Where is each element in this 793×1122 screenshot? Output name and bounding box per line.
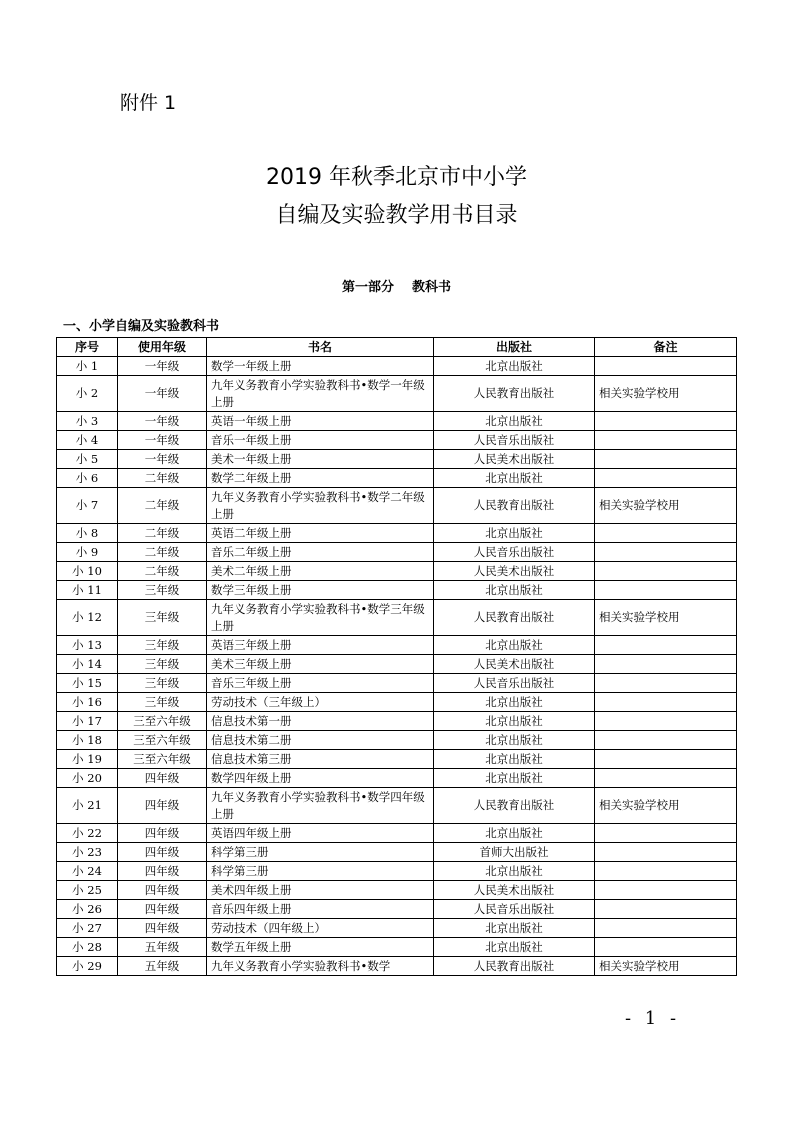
row-book-title: 美术四年级上册: [207, 881, 434, 900]
table-row: [57, 750, 737, 769]
row-publisher: 北京出版社: [434, 357, 595, 376]
row-number: 小 1: [57, 357, 118, 376]
table-row: [57, 900, 737, 919]
header-book: 书名: [207, 338, 434, 357]
row-grade: 四年级: [118, 900, 207, 919]
row-grade: 二年级: [118, 543, 207, 562]
row-note: [595, 938, 737, 957]
table-row: [57, 655, 737, 674]
row-number: 小 17: [57, 712, 118, 731]
table-row: [57, 581, 737, 600]
row-number: 小 11: [57, 581, 118, 600]
row-book-title: 科学第三册: [207, 843, 434, 862]
row-number: 小 3: [57, 412, 118, 431]
row-note: [595, 693, 737, 712]
row-publisher: 北京出版社: [434, 412, 595, 431]
row-book-title: 音乐四年级上册: [207, 900, 434, 919]
row-note: [595, 881, 737, 900]
row-number: 小 14: [57, 655, 118, 674]
row-publisher: 人民教育出版社: [434, 957, 595, 976]
row-book-title: 科学第三册: [207, 862, 434, 881]
row-grade: 三年级: [118, 693, 207, 712]
row-book-title: 美术一年级上册: [207, 450, 434, 469]
row-grade: 三年级: [118, 600, 207, 636]
table-row: [57, 488, 737, 524]
table-row: [57, 524, 737, 543]
row-publisher: 人民音乐出版社: [434, 674, 595, 693]
row-publisher: 人民音乐出版社: [434, 900, 595, 919]
row-grade: 一年级: [118, 376, 207, 412]
header-publisher: 出版社: [434, 338, 595, 357]
table-row: [57, 731, 737, 750]
row-book-title: 美术三年级上册: [207, 655, 434, 674]
row-note: [595, 450, 737, 469]
header-no: 序号: [57, 338, 118, 357]
document-title-line-1: 2019 年秋季北京市中小学: [266, 165, 527, 190]
table-row: [57, 881, 737, 900]
row-book-title: 数学三年级上册: [207, 581, 434, 600]
row-number: 小 29: [57, 957, 118, 976]
row-number: 小 4: [57, 431, 118, 450]
page-number: - 1 -: [625, 1008, 681, 1029]
row-note: [595, 655, 737, 674]
row-number: 小 12: [57, 600, 118, 636]
table-row: [57, 450, 737, 469]
table-row: [57, 431, 737, 450]
row-grade: 三至六年级: [118, 712, 207, 731]
table-row: [57, 693, 737, 712]
row-number: 小 18: [57, 731, 118, 750]
row-book-title: 信息技术第一册: [207, 712, 434, 731]
row-publisher: 人民美术出版社: [434, 655, 595, 674]
row-publisher: 北京出版社: [434, 862, 595, 881]
row-grade: 四年级: [118, 862, 207, 881]
row-grade: 三年级: [118, 581, 207, 600]
row-book-title: 英语四年级上册: [207, 824, 434, 843]
table-row: [57, 843, 737, 862]
table-row: [57, 919, 737, 938]
header-grade: 使用年级: [118, 338, 207, 357]
row-note: [595, 843, 737, 862]
row-publisher: 首师大出版社: [434, 843, 595, 862]
row-grade: 五年级: [118, 938, 207, 957]
section-title: 一、小学自编及实验教科书: [63, 319, 220, 334]
row-book-title: 劳动技术（三年级上）: [207, 693, 434, 712]
table-row: [57, 674, 737, 693]
row-number: 小 22: [57, 824, 118, 843]
row-publisher: 人民教育出版社: [434, 488, 595, 524]
row-book-title: 英语二年级上册: [207, 524, 434, 543]
row-note: [595, 862, 737, 881]
row-note: [595, 769, 737, 788]
row-book-title: 美术二年级上册: [207, 562, 434, 581]
row-book-title: 音乐二年级上册: [207, 543, 434, 562]
part-heading: [0, 276, 793, 295]
row-publisher: 北京出版社: [434, 581, 595, 600]
row-note: [595, 431, 737, 450]
row-note: [595, 581, 737, 600]
table-row: [57, 938, 737, 957]
row-grade: 五年级: [118, 957, 207, 976]
table-row: [57, 788, 737, 824]
row-book-title: 数学五年级上册: [207, 938, 434, 957]
table-row: [57, 562, 737, 581]
row-number: 小 8: [57, 524, 118, 543]
row-note: [595, 357, 737, 376]
row-note: 相关实验学校用: [595, 488, 737, 524]
row-note: [595, 919, 737, 938]
row-book-title: 英语一年级上册: [207, 412, 434, 431]
row-number: 小 2: [57, 376, 118, 412]
row-note: [595, 674, 737, 693]
row-number: 小 25: [57, 881, 118, 900]
table-row: [57, 543, 737, 562]
table-row: [57, 824, 737, 843]
row-number: 小 10: [57, 562, 118, 581]
row-grade: 三至六年级: [118, 750, 207, 769]
row-book-title: 信息技术第三册: [207, 750, 434, 769]
row-publisher: 北京出版社: [434, 750, 595, 769]
row-grade: 四年级: [118, 769, 207, 788]
table-row: [57, 712, 737, 731]
row-note: [595, 636, 737, 655]
row-publisher: 人民美术出版社: [434, 562, 595, 581]
table-row: [57, 862, 737, 881]
table-row: [57, 412, 737, 431]
table-body: [57, 357, 737, 976]
row-grade: 三年级: [118, 674, 207, 693]
row-grade: 二年级: [118, 488, 207, 524]
part-name: 教科书: [412, 280, 452, 295]
row-publisher: 人民音乐出版社: [434, 543, 595, 562]
row-publisher: 人民教育出版社: [434, 600, 595, 636]
row-publisher: 北京出版社: [434, 731, 595, 750]
row-note: [595, 712, 737, 731]
row-note: [595, 412, 737, 431]
row-grade: 三年级: [118, 636, 207, 655]
row-publisher: 北京出版社: [434, 712, 595, 731]
row-number: 小 5: [57, 450, 118, 469]
row-note: [595, 469, 737, 488]
row-publisher: 北京出版社: [434, 824, 595, 843]
row-note: [595, 543, 737, 562]
row-grade: 一年级: [118, 357, 207, 376]
row-number: 小 26: [57, 900, 118, 919]
row-grade: 一年级: [118, 431, 207, 450]
row-grade: 四年级: [118, 843, 207, 862]
row-grade: 四年级: [118, 919, 207, 938]
table-row: [57, 600, 737, 636]
row-book-title: 数学四年级上册: [207, 769, 434, 788]
row-number: 小 13: [57, 636, 118, 655]
row-number: 小 21: [57, 788, 118, 824]
table-row: [57, 376, 737, 412]
row-book-title: 英语三年级上册: [207, 636, 434, 655]
row-book-title: 劳动技术（四年级上）: [207, 919, 434, 938]
row-book-title: 数学二年级上册: [207, 469, 434, 488]
row-publisher: 北京出版社: [434, 919, 595, 938]
document-title-line-2: 自编及实验教学用书目录: [275, 203, 518, 228]
row-publisher: 北京出版社: [434, 636, 595, 655]
table-header-row: [57, 338, 737, 357]
row-number: 小 28: [57, 938, 118, 957]
row-publisher: 北京出版社: [434, 693, 595, 712]
row-book-title: 音乐一年级上册: [207, 431, 434, 450]
row-book-title: 九年义务教育小学实验教科书•数学一年级上册: [207, 376, 434, 412]
row-grade: 一年级: [118, 412, 207, 431]
row-grade: 三至六年级: [118, 731, 207, 750]
row-grade: 四年级: [118, 788, 207, 824]
row-note: [595, 731, 737, 750]
part-label: 第一部分: [341, 280, 394, 295]
row-grade: 一年级: [118, 450, 207, 469]
row-publisher: 北京出版社: [434, 938, 595, 957]
row-note: [595, 900, 737, 919]
row-publisher: 人民音乐出版社: [434, 431, 595, 450]
row-note: 相关实验学校用: [595, 600, 737, 636]
row-book-title: 九年义务教育小学实验教科书•数学四年级上册: [207, 788, 434, 824]
row-note: [595, 750, 737, 769]
row-note: 相关实验学校用: [595, 376, 737, 412]
row-note: 相关实验学校用: [595, 957, 737, 976]
row-note: [595, 824, 737, 843]
row-number: 小 27: [57, 919, 118, 938]
attachment-label: 附件 1: [120, 92, 177, 114]
table-row: [57, 769, 737, 788]
row-number: 小 9: [57, 543, 118, 562]
header-note: 备注: [595, 338, 737, 357]
row-book-title: 音乐三年级上册: [207, 674, 434, 693]
row-publisher: 人民美术出版社: [434, 881, 595, 900]
row-publisher: 人民教育出版社: [434, 788, 595, 824]
row-number: 小 7: [57, 488, 118, 524]
row-book-title: 数学一年级上册: [207, 357, 434, 376]
row-grade: 二年级: [118, 524, 207, 543]
row-grade: 四年级: [118, 824, 207, 843]
row-note: 相关实验学校用: [595, 788, 737, 824]
row-number: 小 15: [57, 674, 118, 693]
row-number: 小 23: [57, 843, 118, 862]
table-row: [57, 957, 737, 976]
row-publisher: 北京出版社: [434, 524, 595, 543]
row-book-title: 九年义务教育小学实验教科书•数学三年级上册: [207, 600, 434, 636]
row-note: [595, 524, 737, 543]
row-grade: 二年级: [118, 562, 207, 581]
textbook-table: [56, 337, 737, 976]
table-row: [57, 357, 737, 376]
table-row: [57, 469, 737, 488]
row-grade: 三年级: [118, 655, 207, 674]
row-book-title: 九年义务教育小学实验教科书•数学二年级上册: [207, 488, 434, 524]
row-number: 小 19: [57, 750, 118, 769]
row-book-title: 九年义务教育小学实验教科书•数学: [207, 957, 434, 976]
row-book-title: 信息技术第二册: [207, 731, 434, 750]
row-publisher: 人民美术出版社: [434, 450, 595, 469]
row-number: 小 24: [57, 862, 118, 881]
row-publisher: 北京出版社: [434, 469, 595, 488]
row-number: 小 6: [57, 469, 118, 488]
row-grade: 二年级: [118, 469, 207, 488]
row-note: [595, 562, 737, 581]
row-publisher: 人民教育出版社: [434, 376, 595, 412]
row-number: 小 16: [57, 693, 118, 712]
row-grade: 四年级: [118, 881, 207, 900]
table-row: [57, 636, 737, 655]
row-publisher: 北京出版社: [434, 769, 595, 788]
row-number: 小 20: [57, 769, 118, 788]
